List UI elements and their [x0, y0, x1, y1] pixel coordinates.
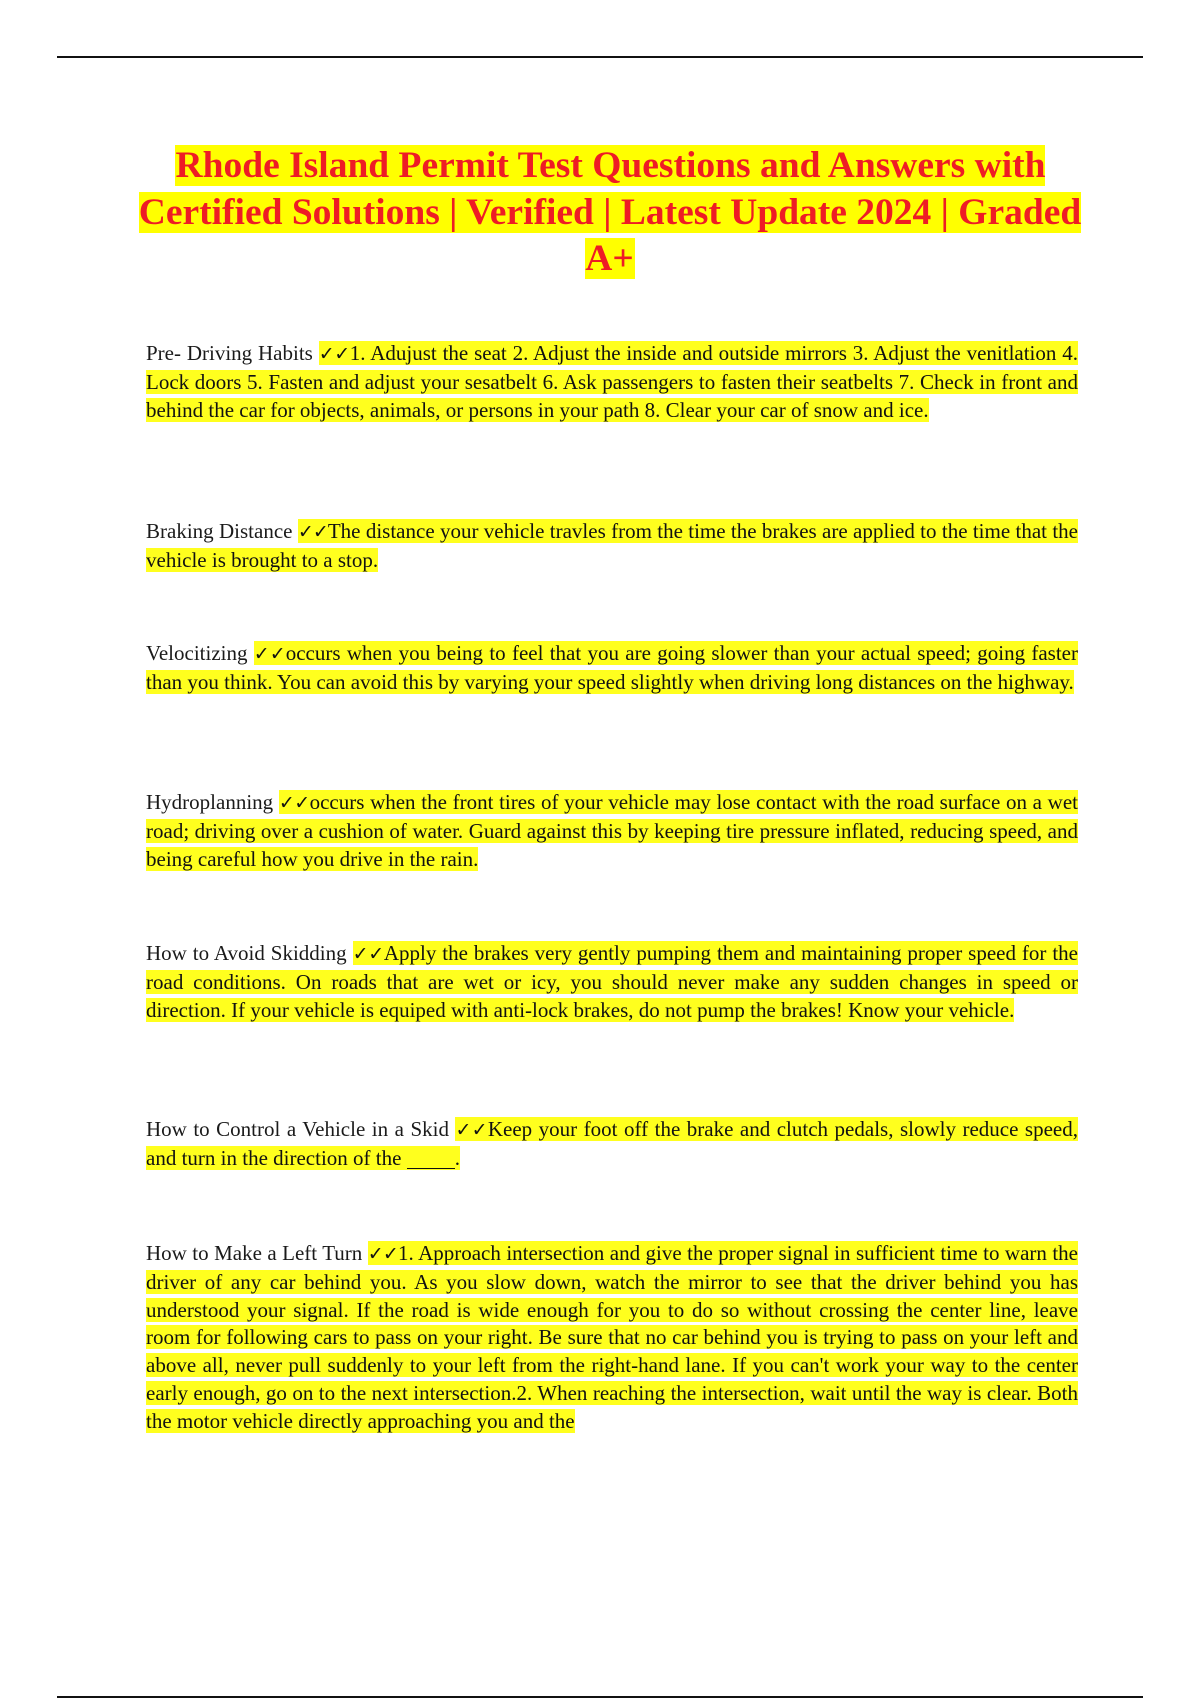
page-bottom-rule	[57, 1696, 1143, 1698]
entry-answer: Apply the brakes very gently pumping them and maintaining proper speed for the road conditions. On roads that are wet or icy, you should never make any sudden changes in speed or direction. If your vehicle is equiped with anti-lock brakes, do not pump the brakes! Know your vehicle.	[146, 941, 1079, 1022]
page-top-rule	[57, 56, 1143, 58]
double-check-icon: ✓✓	[367, 1243, 399, 1265]
fill-in-blank	[407, 1147, 455, 1169]
entry-term: Hydroplanning	[146, 790, 274, 814]
entry-answer: occurs when the front tires of your vehicle may lose contact with the road surface on a wet road; driving over a cushion of water. Guard against this by keeping tire pressure inflated, reducing speed, and being careful how you drive in the rain.	[146, 790, 1079, 871]
entry-answer: The distance your vehicle travles from the time the brakes are applied to the time that the vehicle is brought to a stop.	[146, 519, 1079, 572]
entry-answer: 1. Adujust the seat 2. Adjust the inside and outside mirrors 3. Adjust the venitlation 4. Lock doors 5. Fasten and adjust your sesatbelt 6. Ask passengers to fasten their seatbelts 7. Check in front and behind the car for objects, animals, or persons in your path 8. Clear your car of snow and ice.	[146, 341, 1078, 422]
entry-answer: 1. Approach intersection and give the proper signal in sufficient time to warn the driver of any car behind you. As you slow down, watch the mirror to see that the driver behind you has understood your signal. If the road is wide enough for you to do so without crossing the center line, leave room for following cars to pass on your right. Be sure that no car behind you is trying to pass on your left and above all, never pull suddenly to your left from the right-hand lane. If you can't work your way to the center early enough, go on to the next intersection.2. When reaching the intersection, wait until the way is clear. Both the motor vehicle directly approaching you and the	[146, 1241, 1079, 1433]
qa-entry-velocitizing	[146, 640, 1078, 697]
qa-entry-pre-driving-habits	[146, 340, 1078, 424]
qa-entry-hydroplanning	[146, 789, 1078, 873]
entry-term: How to Control a Vehicle in a Skid	[146, 1117, 449, 1141]
document-title-text: Rhode Island Permit Test Questions and Answers with Certified Solutions | Verified | Latest Update 2024 | Graded A+	[138, 145, 1082, 279]
double-check-icon: ✓✓	[318, 343, 350, 365]
entry-term: Braking Distance	[146, 519, 293, 543]
entry-answer-highlight	[146, 1241, 1078, 1433]
entry-answer-highlight	[146, 790, 1078, 871]
double-check-icon: ✓✓	[455, 1119, 488, 1141]
entry-answer: Keep your foot off the brake and clutch pedals, slowly reduce speed, and turn in the direction of the	[146, 1117, 1078, 1170]
qa-entry-braking-distance	[146, 518, 1078, 575]
double-check-icon: ✓✓	[297, 521, 328, 543]
double-check-icon: ✓✓	[278, 792, 310, 814]
document-title	[130, 143, 1090, 283]
qa-entry-left-turn	[146, 1240, 1078, 1436]
double-check-icon: ✓✓	[253, 643, 286, 665]
qa-entry-avoid-skidding	[146, 940, 1078, 1024]
entry-answer-highlight	[146, 641, 1078, 694]
entry-answer: occurs when you being to feel that you are going slower than your actual speed; going faster than you think. You can avoid this by varying your speed slightly when driving long distances on the highway.	[146, 641, 1078, 694]
entry-term: Pre- Driving Habits	[146, 341, 313, 365]
entry-answer-end: .	[454, 1145, 460, 1170]
entry-term: How to Make a Left Turn	[146, 1241, 363, 1265]
entry-term: Velocitizing	[146, 641, 248, 665]
entry-term: How to Avoid Skidding	[146, 941, 347, 965]
double-check-icon: ✓✓	[352, 943, 384, 965]
qa-entry-control-skid	[146, 1116, 1078, 1173]
